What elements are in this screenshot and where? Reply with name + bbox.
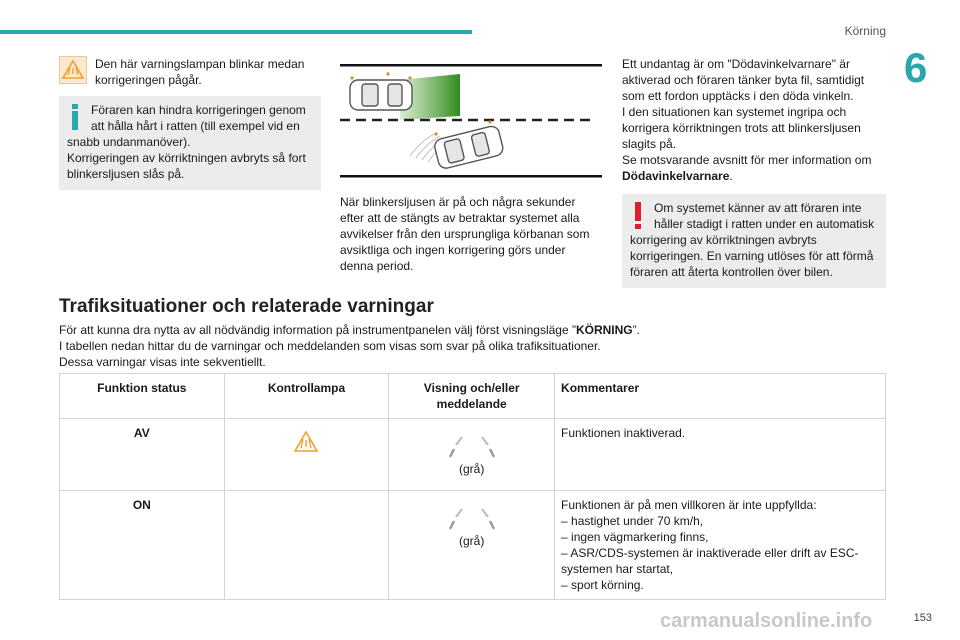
alert-text: Om systemet känner av att föraren inte håller stadigt i ratten under en automatisk korrigering av körriktningen avbryts korrigeringen. En varning utlöses för att förmå föraren att återta kontrollen över bilen. <box>630 201 875 279</box>
header-comments: Kommentarer <box>555 374 886 419</box>
intro-line-1: För att kunna dra nytta av all nödvändig information på instrumentpanelen välj först visningsläge ”KÖRNING”. <box>59 323 640 337</box>
col3-ref: Dödavinkelvarnare <box>622 169 730 183</box>
col3-p3: Se motsvarande avsnitt för mer information om Dödavinkelvarnare. <box>622 153 872 183</box>
lamp-cell <box>224 491 389 600</box>
intro-line-3: Dessa varningar visas inte sekventiellt. <box>59 355 266 369</box>
lamp-cell <box>224 419 389 491</box>
exclamation-icon <box>632 202 644 230</box>
col2-text: När blinkersljusen är på och några sekunder efter att de stängts av betraktar systemet alla avvikelser från den ursprungliga körbanan som avsiktliga och ingen korrigering görs under denna period. <box>340 195 590 273</box>
info-icon <box>69 104 81 130</box>
alert-box <box>622 194 886 288</box>
comment-cell: Funktionen inaktiverad. <box>555 419 886 491</box>
column-1 <box>59 56 321 190</box>
warnings-table <box>59 373 886 600</box>
lane-warning-icon <box>59 56 87 84</box>
display-cell <box>389 419 555 491</box>
table-header-row <box>60 374 886 419</box>
header-display: Visning och/eller meddelande <box>389 374 555 419</box>
status-cell: AV <box>60 419 225 491</box>
lane-keeping-illustration <box>340 64 602 178</box>
section-intro <box>59 322 889 370</box>
info-box <box>59 96 321 190</box>
display-note: (grå) <box>459 462 485 476</box>
warning-note <box>59 56 321 88</box>
warning-note-text: Den här varningslampan blinkar medan korrigeringen pågår. <box>95 57 305 87</box>
lane-warning-icon <box>292 429 320 455</box>
intro-line-2: I tabellen nedan hittar du de varningar och meddelanden som visas som svar på olika trafiksituationer. <box>59 339 601 353</box>
comment-cell: Funktionen är på men villkoren är inte uppfyllda: – hastighet under 70 km/h, – ingen vägmarkering finns, – ASR/CDS-systemen är inaktiverade eller drift av ESC- systemen har startat, – sport körning. <box>555 491 886 600</box>
info-line-1: Föraren kan hindra korrigeringen genom att hålla hårt i ratten (till exempel vid en snabb undanmanöver). <box>67 103 306 149</box>
display-note: (grå) <box>459 534 485 548</box>
lane-lines-grey-icon <box>444 431 500 461</box>
section-title: Körning <box>844 24 886 38</box>
section-heading: Trafiksituationer och relaterade varningar <box>59 296 434 317</box>
header-lamp: Kontrollampa <box>224 374 389 419</box>
lane-lines-grey-icon <box>444 503 500 533</box>
chapter-number: 6 <box>904 44 928 91</box>
col3-p1: Ett undantag är om "Dödavinkelvarnare" är aktiverad och föraren tänker byta fil, samtidigt som ett fordon upptäcks i den döda vinkeln. <box>622 57 865 103</box>
display-cell <box>389 491 555 600</box>
col3-p2: I den situationen kan systemet ingripa och korrigera körriktningen trots att blinkersljusen slagits på. <box>622 105 861 151</box>
table-row <box>60 419 886 491</box>
watermark: carmanualsonline.info <box>660 610 873 632</box>
table-row <box>60 491 886 600</box>
info-line-2: Korrigeringen av körriktningen avbryts så fort blinkersljusen slås på. <box>67 151 306 181</box>
header-status: Funktion status <box>60 374 225 419</box>
page-number: 153 <box>913 612 932 624</box>
column-3 <box>622 56 886 288</box>
status-cell: ON <box>60 491 225 600</box>
top-accent-bar <box>0 30 472 34</box>
